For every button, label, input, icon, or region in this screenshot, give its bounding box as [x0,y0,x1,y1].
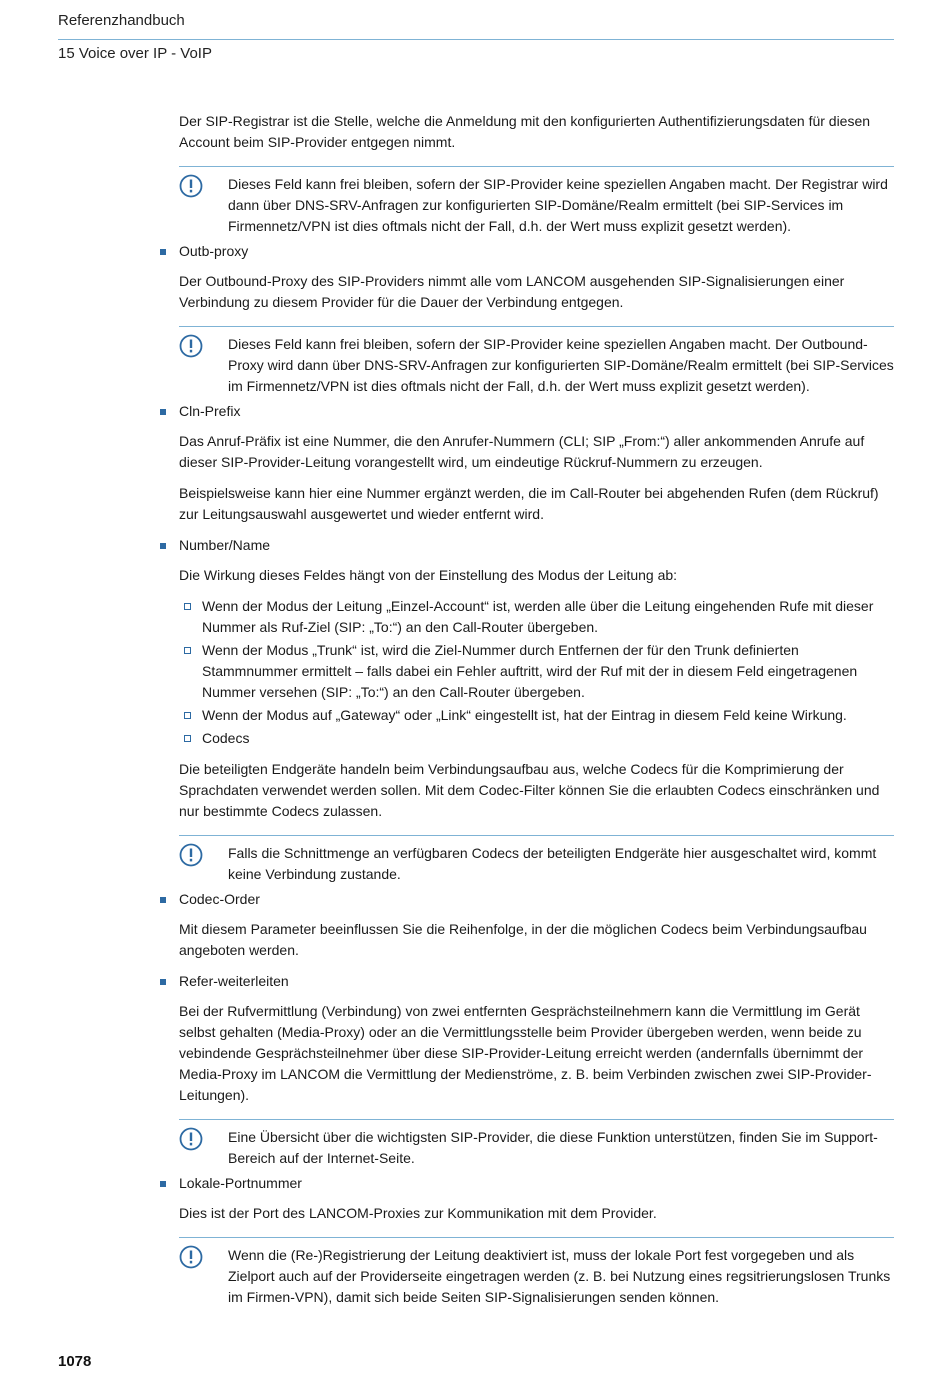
bullet-marker [160,249,166,255]
outb-proxy-description: Der Outbound-Proxy des SIP-Providers nimmt alle vom LANCOM ausgehenden SIP-Signalisierungen einer Verbindung zu diesem Provider für die Dauer der Verbindung entgegen. [179,273,845,310]
codecs-description: Die beteiligten Endgeräte handeln beim Verbindungsaufbau aus, welche Codecs für die Komprimierung der Sprachdaten verwendet werden sollen. Mit dem Codec-Filter können Sie die erlaubten Codecs einschränken und nur bestimmte Codecs zulassen. [179,761,880,819]
running-header-title: Referenzhandbuch [58,12,185,29]
important-note-icon [179,174,203,198]
important-note-icon [179,1245,203,1269]
note-text: Dieses Feld kann frei bleiben, sofern der SIP-Provider keine speziellen Angaben macht. Der Registrar wird dann über DNS-SRV-Anfragen zur konfigurierten SIP-Domäne/Realm ermittelt (bei SIP-Services im Firmennetz/VPN ist dies oftmals nicht der Fall, d.h. der Wert muss explizit gesetzt werden). [228,176,888,234]
note-port [179,1237,894,1308]
sublist-item-text: Wenn der Modus auf „Gateway“ oder „Link“ eingestellt ist, hat der Eintrag in diesem Feld keine Wirkung. [202,707,847,723]
note-codecs [179,835,894,885]
sublist-item [202,596,894,638]
bullet-marker [160,979,166,985]
number-name-description: Die Wirkung dieses Feldes hängt von der Einstellung des Modus der Leitung ab: [179,567,678,583]
note-text: Eine Übersicht über die wichtigsten SIP-Provider, die diese Funktion unterstützen, finden Sie im Support-Bereich auf der Internet-Seite. [228,1129,878,1166]
item-cln-prefix [179,401,894,422]
important-note-icon [179,1127,203,1151]
codec-order-description: Mit diesem Parameter beeinflussen Sie die Reihenfolge, in der die möglichen Codecs beim Verbindungsaufbau angeboten werden. [179,921,867,958]
item-label: Codec-Order [179,891,260,907]
sublist-item [202,728,894,749]
item-label: Outb-proxy [179,243,249,259]
note-text: Wenn die (Re-)Registrierung der Leitung deaktiviert ist, muss der lokale Port fest vorgegeben und als Zielport auch auf der Providerseite eingetragen werden (z. B. bei Nutzung eines regsitrierungslosen Trunks im Firmen-VPN), damit sich beide Seiten SIP-Signalisierungen senden können. [228,1247,891,1305]
important-note-icon [179,843,203,867]
item-label: Lokale-Portnummer [179,1175,302,1191]
note-outb-proxy [179,326,894,397]
bullet-marker [160,409,166,415]
header-divider [58,39,894,40]
cln-prefix-example: Beispielsweise kann hier eine Nummer ergänzt werden, die im Call-Router bei abgehenden Rufen (dem Rückruf) zur Leitungsauswahl ausgewertet und wieder entfernt wird. [179,485,879,522]
note-refer [179,1119,894,1169]
registrar-description: Der SIP-Registrar ist die Stelle, welche die Anmeldung mit den konfigurierten Authentifizierungsdaten für diesen Account beim SIP-Provider entgegen nimmt. [179,113,871,150]
note-text: Falls die Schnittmenge an verfügbaren Codecs der beteiligten Endgeräte hier ausgeschaltet wird, kommt keine Verbindung zustande. [228,845,877,882]
item-lokale-portnummer [179,1173,894,1194]
bullet-marker [160,543,166,549]
sublist-marker [184,712,191,719]
sublist-item-text: Wenn der Modus der Leitung „Einzel-Account“ ist, werden alle über die Leitung eingehenden Rufe mit dieser Nummer als Ruf-Ziel (SIP: „To:“) an den Call-Router übergeben. [202,598,874,635]
item-label: Refer-weiterleiten [179,973,289,989]
bullet-marker [160,897,166,903]
sublist-item-text: Wenn der Modus „Trunk“ ist, wird die Ziel-Nummer durch Entfernen der für den Trunk definierten Stammnummer ermittelt – falls dabei ein Fehler auftritt, wird der Ruf mit der in diesem Feld eingetragenen Nummer versehen (SIP: „To:“) an den Call-Router übergeben. [202,642,858,700]
item-label: Cln-Prefix [179,403,241,419]
important-note-icon [179,334,203,358]
note-registrar [179,166,894,237]
page-body [179,111,894,1312]
sublist-item [202,705,894,726]
sublist-marker [184,735,191,742]
sublist-marker [184,603,191,610]
mode-sublist [202,596,894,749]
cln-prefix-description: Das Anruf-Präfix ist eine Nummer, die den Anrufer-Nummern (CLI; SIP „From:“) aller ankommenden Anrufe auf dieser SIP-Provider-Leitung vorangestellt wird, um eindeutige Rückruf-Nummern zu erzeugen. [179,433,865,470]
port-description: Dies ist der Port des LANCOM-Proxies zur Kommunikation mit dem Provider. [179,1205,657,1221]
note-text: Dieses Feld kann frei bleiben, sofern der SIP-Provider keine speziellen Angaben macht. Der Outbound-Proxy wird dann über DNS-SRV-Anfragen zur konfigurierten SIP-Domäne/Realm ermittelt (bei SIP-Services im Firmennetz/VPN ist dies oftmals nicht der Fall, d.h. der Wert muss explizit gesetzt werden). [228,336,894,394]
chapter-title: 15 Voice over IP - VoIP [58,45,212,62]
refer-description: Bei der Rufvermittlung (Verbindung) von zwei entfernten Gesprächsteilnehmern kann die Vermittlung im Gerät selbst gehalten (Media-Proxy) oder an die Vermittlungsstelle beim Provider übergeben werden, wenn beide zu vebindende Gesprächsteilnehmer über diese SIP-Provider-Leitung erreicht werden (andernfalls übernimmt der Media-Proxy im LANCOM die Vermittlung der Medienströme, z. B. beim Verbinden zwischen zwei SIP-Provider-Leitungen). [179,1003,872,1103]
item-label: Number/Name [179,537,271,553]
sublist-item [202,640,894,703]
page-number: 1078 [58,1353,92,1370]
item-number-name [179,535,894,556]
bullet-marker [160,1181,166,1187]
item-outb-proxy [179,241,894,262]
item-refer-weiterleiten [179,971,894,992]
sublist-marker [184,647,191,654]
sublist-item-text: Codecs [202,730,250,746]
item-codec-order [179,889,894,910]
